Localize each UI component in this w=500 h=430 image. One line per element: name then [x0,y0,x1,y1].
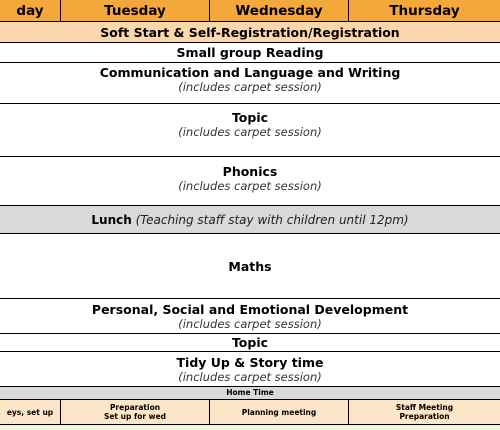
topic-row-1 [0,104,500,157]
phonics-row [0,157,500,206]
psed-row [0,299,500,334]
maths-row [0,234,500,299]
after-school-cell-wednesday: Planning meeting [241,407,317,417]
day-header-tuesday: Tuesday [104,2,166,19]
after-school-cell-tuesday: Preparation Set up for wed [103,403,167,421]
day-header-thursday: Thursday [389,2,460,19]
psed-sub: (includes carpet session) [178,316,322,331]
cl-writing-sub: (includes carpet session) [178,80,322,94]
lunch-row [0,206,500,234]
lunch-title: Lunch [91,212,132,227]
topic-1-sub: (includes carpet session) [178,125,322,139]
small-group-reading-row [0,43,500,63]
soft-start-label: Soft Start & Self-Registration/Registration [100,24,400,40]
after-school-row [0,400,500,425]
lunch-note: (Teaching staff stay with children until 12pm) [135,212,409,227]
day-header-wednesday: Wednesday [235,2,323,19]
soft-start-row [0,22,500,43]
tidy-up-sub: (includes carpet session) [178,369,322,384]
phonics-sub: (includes carpet session) [178,179,322,193]
home-time-row [0,387,500,400]
psed-title: Personal, Social and Emotional Development [91,301,409,317]
day-header-monday: day [16,2,44,19]
cl-writing-title: Communication and Language and Writing [99,65,401,80]
topic-1-title: Topic [231,110,269,125]
home-time-label: Home Time [226,388,274,397]
small-group-reading-label: Small group Reading [176,45,324,60]
tidy-up-row [0,352,500,387]
tidy-up-title: Tidy Up & Story time [176,354,324,370]
maths-label: Maths [228,258,272,274]
cl-writing-row [0,63,500,104]
topic-2-label: Topic [231,335,269,350]
topic-row-2 [0,334,500,352]
after-school-cell-thursday: Staff Meeting Preparation [395,403,454,421]
after-school-cell-monday: eys, set up [6,407,54,417]
footer-strip [0,425,500,430]
phonics-title: Phonics [222,164,278,179]
header-row [0,0,500,22]
